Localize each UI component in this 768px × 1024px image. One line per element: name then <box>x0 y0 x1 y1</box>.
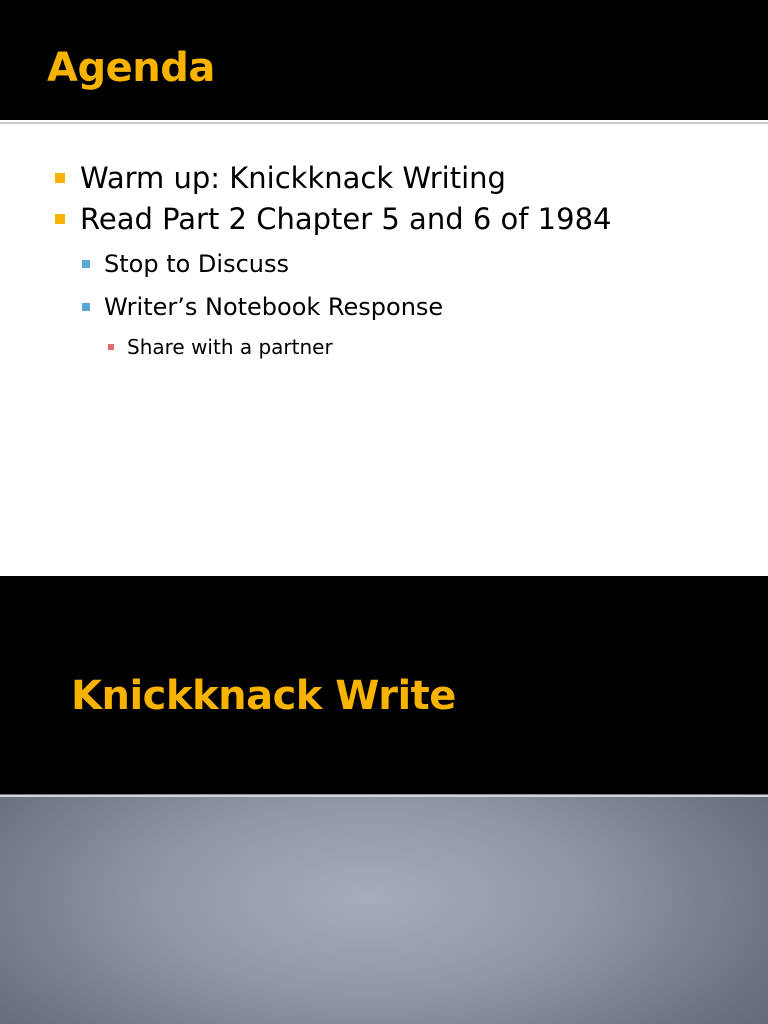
slide-title: Knickknack Write <box>71 673 456 719</box>
sub-sub-bullet-item <box>127 334 333 360</box>
slide-knickknack-write <box>0 576 768 1024</box>
square-bullet-icon <box>55 214 65 224</box>
bullet-text: Read Part 2 Chapter 5 and 6 of 1984 <box>80 202 612 236</box>
sub-bullet-item <box>104 249 289 279</box>
square-bullet-icon <box>82 260 90 268</box>
bullet-text: Share with a partner <box>127 335 333 359</box>
title-divider <box>0 795 768 797</box>
sub-bullet-item <box>104 292 443 322</box>
bullet-text: Stop to Discuss <box>104 250 289 278</box>
bullet-item <box>80 160 506 196</box>
slide-title: Agenda <box>47 45 215 91</box>
square-bullet-icon <box>108 344 114 350</box>
bullet-item <box>80 201 611 237</box>
bullet-text: Writer’s Notebook Response <box>104 293 444 321</box>
title-divider <box>0 122 768 124</box>
square-bullet-icon <box>55 173 65 183</box>
bullet-text: Warm up: Knickknack Writing <box>80 161 506 195</box>
square-bullet-icon <box>82 303 90 311</box>
